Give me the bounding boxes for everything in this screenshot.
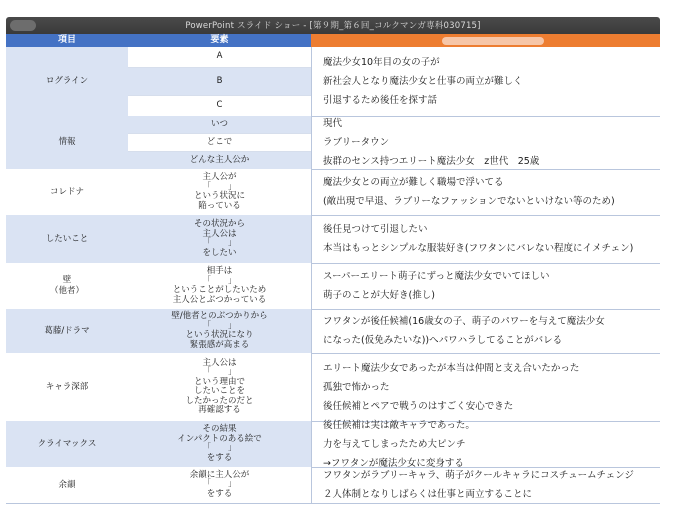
description-line: 後任候補は実は敵キャラであった。: [323, 419, 475, 431]
description-line: フワタンが後任候補(16歳女の子、萌子のパワーを与えて魔法少女: [323, 316, 605, 327]
element-cell: いつ: [128, 116, 311, 134]
element-cell: B: [128, 68, 311, 95]
description-cell: [311, 467, 660, 503]
description-line: 引退するため後任を探す話: [323, 95, 438, 106]
element-cells: [128, 263, 312, 309]
element-cells: [128, 467, 312, 503]
table-row-character-depth: [6, 353, 660, 422]
element-cells: [128, 309, 312, 353]
column-header-element: 要素: [128, 34, 311, 47]
description-line: 後任候補とペアで戦うのはすごく安心できた: [323, 400, 514, 412]
description-cell: [311, 169, 660, 215]
element-cell: 主人公が 「 」 という状況に 陥っている: [193, 172, 245, 211]
element-cells: [128, 215, 312, 263]
description-line: (敵出現で早退、ラブリーなファッションでないといけない等のため): [323, 196, 615, 207]
category-cell: キャラ深部: [6, 353, 129, 421]
element-cells: [128, 169, 312, 215]
description-line: 現代: [323, 118, 343, 129]
category-cell: ログライン: [6, 47, 129, 116]
description-line: 本当はもっとシンプルな服装好き(フワタンにバレない程度にイメチェン): [323, 243, 634, 254]
description-cell: [311, 215, 660, 263]
table-row-wall: [6, 263, 660, 310]
category-cell: クライマックス: [6, 421, 129, 467]
table-row-afterglow: [6, 467, 660, 504]
story-structure-table: [6, 47, 660, 503]
category-cell: 余韻: [6, 467, 129, 503]
element-cell: その結果 インパクトのある絵で 「 」 をする: [177, 424, 262, 463]
category-cell: 壁 （他者）: [6, 263, 129, 309]
description-cell: [311, 309, 660, 353]
element-cell: 主人公は 「 」 という理由で したいことを したかったのだと 再確認する: [185, 357, 254, 415]
table-row-koredona: [6, 169, 660, 216]
description-line: 魔法少女10年目の女の子が: [323, 57, 440, 68]
description-line: 抜群のセンス持つエリート魔法少女 z世代 25歳: [323, 156, 540, 167]
description-line: 新社会人となり魔法少女と仕事の両立が難しく: [323, 76, 523, 87]
element-cell: A: [128, 47, 311, 68]
element-cells: [128, 421, 312, 467]
description-line: ラブリータウン: [323, 137, 390, 148]
element-cells: [128, 47, 312, 116]
description-cell: [311, 47, 660, 116]
element-cells: [128, 116, 312, 169]
description-line: 萌子のことが大好き(推し): [323, 290, 435, 301]
table-row-logline: [6, 47, 660, 117]
description-cell: [311, 116, 660, 169]
description-line: 後任見つけて引退したい: [323, 224, 428, 235]
description-line: 孤独で怖かった: [323, 381, 390, 393]
description-line: →フワタンが魔法少女に変身する: [323, 457, 464, 469]
window-title: PowerPoint スライド ショー - [第９期_第６回_コルクマンガ専科030715]: [185, 21, 481, 31]
description-line: スーパーエリート萌子にずっと魔法少女でいてほしい: [323, 271, 550, 282]
description-line: 力を与えてしまったため大ピンチ: [323, 438, 466, 450]
element-cell: どこで: [128, 134, 311, 152]
description-line: になった(仮免みたいな))へパワハラしてることがバレる: [323, 335, 563, 346]
table-row-want: [6, 215, 660, 264]
description-line: ２人体制となりしばらくは仕事と両立することに: [323, 489, 533, 500]
table-row-conflict: [6, 309, 660, 354]
window-titlebar: [0, 0, 680, 34]
element-cell: 相手は 「 」 ということがしたいため 主人公とぶつかっている: [172, 266, 267, 305]
element-cell: 余韻に主人公が 「 」 をする: [189, 469, 250, 499]
element-cell: 壁/他者とのぶつかりから 「 」 という状況になり 緊張感が高まる: [171, 311, 268, 350]
description-line: 魔法少女との両立が難しく職場で浮いてる: [323, 177, 504, 188]
element-cell: その状況から 主人公は 「 」 をしたい: [193, 219, 245, 258]
category-cell: コレドナ: [6, 169, 129, 215]
element-cell: C: [128, 96, 311, 116]
redacted-header-text: [442, 37, 544, 45]
description-cell: [311, 421, 660, 467]
description-line: エリート魔法少女であったが本当は仲間と支え合いたかった: [323, 362, 580, 374]
column-header-item: 項目: [6, 34, 128, 47]
table-row-climax: [6, 421, 660, 468]
description-cell: [311, 263, 660, 309]
category-cell: したいこと: [6, 215, 129, 263]
element-cells: [128, 353, 312, 421]
category-cell: 情報: [6, 116, 129, 169]
element-cell: どんな主人公か: [128, 152, 311, 169]
titlebar-bar: [6, 17, 660, 34]
description-line: フワタンがラブリーキャラ、萌子がクールキャラにコスチュームチェンジ: [323, 470, 634, 481]
category-cell: 葛藤/ドラマ: [6, 309, 129, 353]
description-cell: [311, 353, 660, 421]
table-row-info: [6, 116, 660, 170]
